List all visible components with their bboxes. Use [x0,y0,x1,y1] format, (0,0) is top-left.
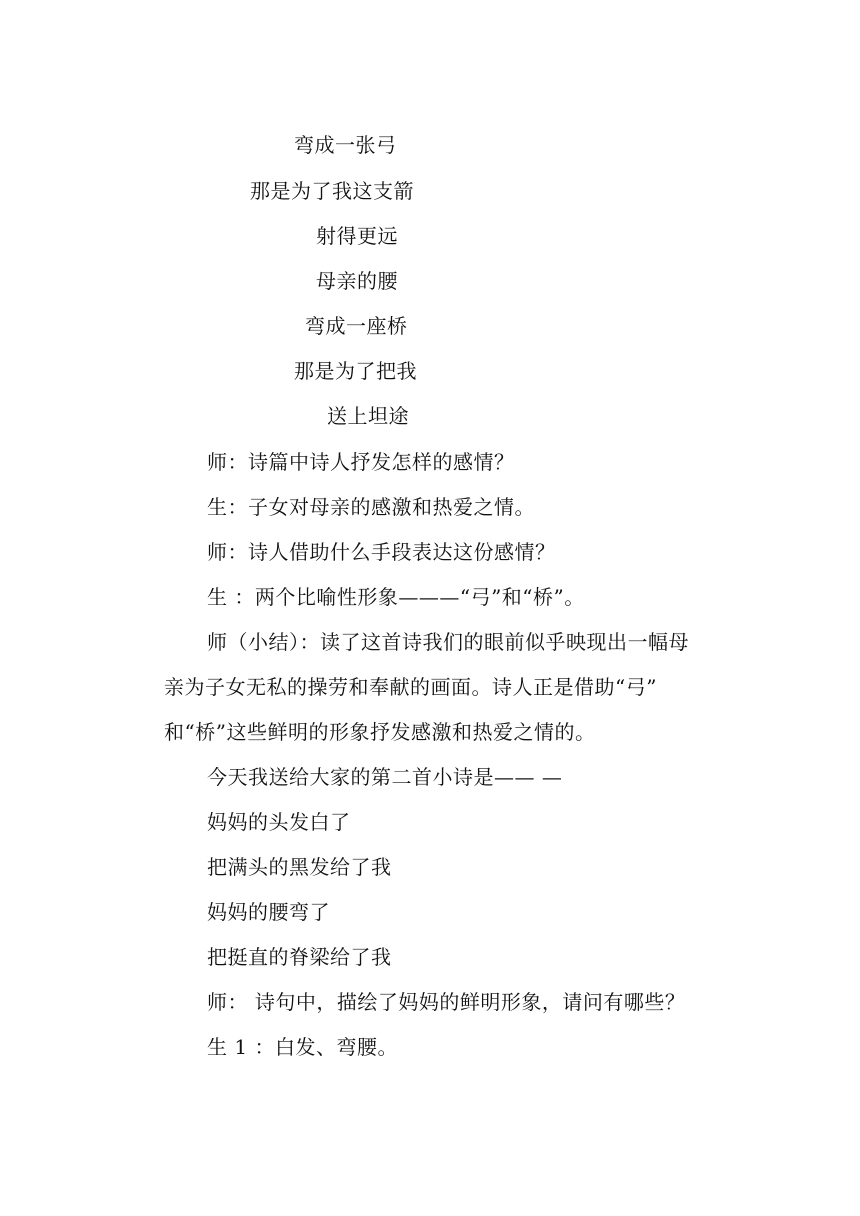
summary-line: 亲为子女无私的操劳和奉献的画面。诗人正是借助“弓” [164,675,657,699]
dialogue-line: 师： 诗句中，描绘了妈妈的鲜明形象，请问有哪些？ [207,990,686,1014]
dialogue-line: 生 ：两个比喻性形象———“弓”和“桥”。 [207,585,585,609]
intro-line: 今天我送给大家的第二首小诗是—— — [207,765,563,789]
poem2-line: 妈妈的腰弯了 [207,900,330,924]
poem1-line: 射得更远 [316,224,398,248]
dialogue-line: 师：诗人借助什么手段表达这份感情？ [207,540,556,564]
dialogue-line: 师：诗篇中诗人抒发怎样的感情？ [207,450,515,474]
dialogue-line: 生：子女对母亲的感激和热爱之情。 [207,495,535,519]
poem2-line: 妈妈的头发白了 [207,810,351,834]
poem2-line: 把满头的黑发给了我 [207,855,392,879]
poem2-line: 把挺直的脊梁给了我 [207,945,392,969]
poem1-line: 送上坦途 [327,404,409,428]
poem1-line: 那是为了我这支箭 [250,179,414,203]
dialogue-line: 生 1 ：白发、弯腰。 [207,1035,398,1059]
poem1-line: 弯成一张弓 [294,133,397,157]
poem1-line: 那是为了把我 [294,359,417,383]
poem1-line: 母亲的腰 [316,269,398,293]
summary-line: 和“桥”这些鲜明的形象抒发感激和热爱之情的。 [164,720,596,744]
summary-line: 师（小结）：读了这首诗我们的眼前似乎映现出一幅母 [207,630,689,654]
poem1-line: 弯成一座桥 [305,314,408,338]
